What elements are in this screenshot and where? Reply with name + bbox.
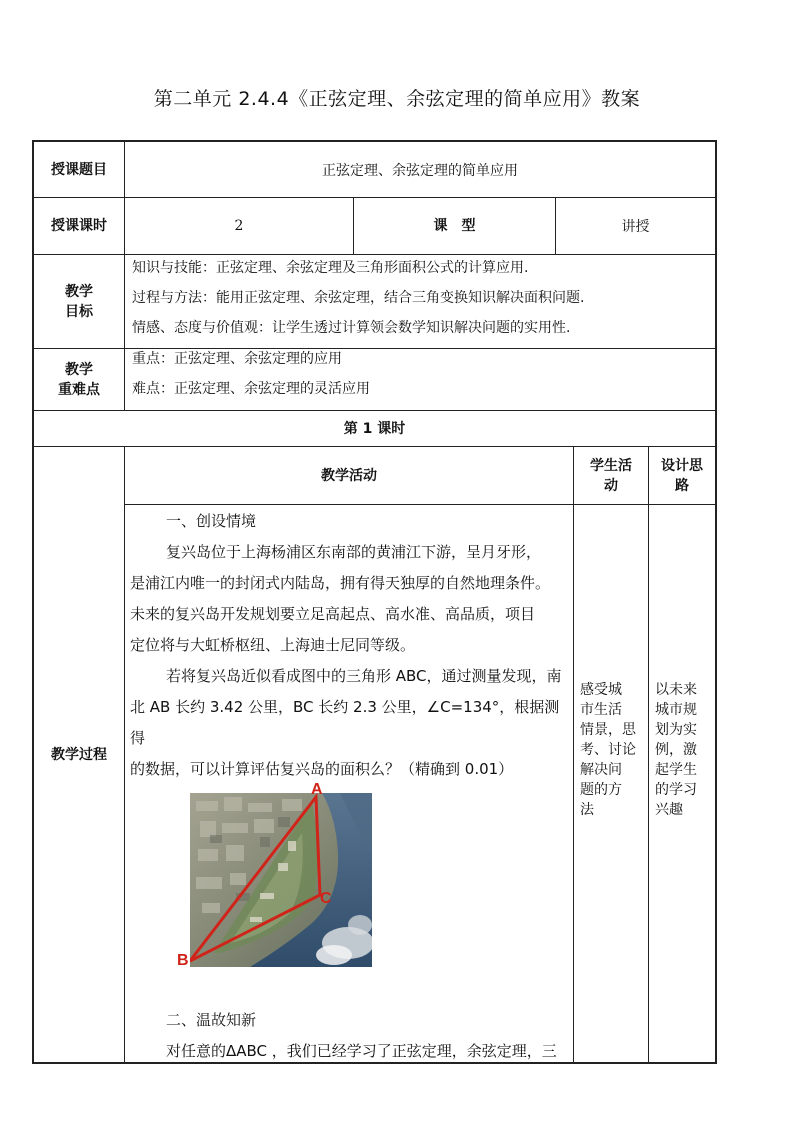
vertex-a-label: A (311, 781, 323, 798)
student-header (574, 447, 648, 504)
paragraph-line: 定位将与大虹桥枢纽、上海迪士尼同等级。 (130, 636, 416, 654)
design-idea-line: 起学生 (655, 762, 697, 778)
section-heading: 一、创设情境 (166, 512, 257, 530)
type-label: 课 型 (433, 218, 476, 234)
page-title: 第二单元 2.4.4《正弦定理、余弦定理的简单应用》教案 (153, 88, 641, 110)
hours-value: 2 (234, 218, 244, 234)
student-activity-line: 感受城 (580, 682, 622, 698)
activity-header: 教学活动 (321, 467, 377, 484)
teaching-goals (132, 253, 712, 346)
student-activity-line: 法 (580, 802, 594, 818)
hours-label: 授课课时 (51, 218, 107, 234)
design-idea-line: 兴趣 (655, 802, 683, 818)
key-points (132, 344, 712, 408)
student-activity-line: 考、讨论 (580, 742, 636, 758)
session-label: 第 1 课时 (343, 420, 406, 437)
design-header-line2: 路 (675, 477, 689, 494)
paragraph-line: 若将复兴岛近似看成图中的三角形 ABC，通过测量发现，南 (166, 667, 562, 685)
paragraph-line: 对任意的ΔABC ，我们已经学习了正弦定理，余弦定理，三 (166, 1042, 557, 1060)
goals-label (34, 255, 124, 348)
design-idea-line: 例，激 (655, 742, 697, 758)
paragraph-line: 北 AB 长约 3.42 公里，BC 长约 2.3 公里，∠C=134°，根据测得 (130, 698, 560, 747)
keypoints-label-line1: 教学 (65, 361, 93, 378)
activity-content (130, 506, 570, 778)
design-idea-line: 的学习 (655, 782, 697, 798)
goal-knowledge: 知识与技能：正弦定理、余弦定理及三角形面积公式的计算应用. (132, 260, 529, 276)
goals-label-line2: 目标 (65, 303, 93, 320)
design-idea-line: 城市规 (655, 702, 697, 718)
goals-label-line1: 教学 (65, 283, 93, 300)
design-header (649, 447, 715, 504)
goal-attitude: 情感、态度与价值观：让学生透过计算领会数学知识解决问题的实用性. (132, 320, 571, 336)
process-label: 教学过程 (51, 746, 107, 763)
keypoints-label (34, 349, 124, 410)
vertex-b-label: B (177, 952, 189, 969)
design-header-line1: 设计思 (661, 457, 703, 474)
student-activity (580, 680, 646, 820)
island-aerial-photo (190, 793, 372, 967)
design-idea (655, 680, 713, 820)
student-header-line1: 学生活 (590, 457, 632, 474)
goal-process: 过程与方法：能用正弦定理、余弦定理，结合三角变换知识解决面积问题. (132, 290, 585, 306)
activity-content-2 (130, 1005, 570, 1065)
paragraph-line: 是浦江内唯一的封闭式内陆岛，拥有得天独厚的自然地理条件。 (130, 574, 551, 592)
design-idea-line: 划为实 (655, 722, 697, 738)
topic-value: 正弦定理、余弦定理的简单应用 (322, 162, 518, 179)
paragraph-line: 的数据，可以计算评估复兴岛的面积么？（精确到 0.01） (130, 760, 514, 778)
section-heading: 二、温故知新 (166, 1011, 257, 1029)
vertex-c-label: C (320, 890, 332, 907)
student-activity-line: 题的方 (580, 782, 622, 798)
paragraph-line: 未来的复兴岛开发规划要立足高起点、高水准、高品质，项目 (130, 605, 536, 623)
student-activity-line: 解决问 (580, 762, 622, 778)
design-idea-line: 以未来 (655, 682, 697, 698)
student-header-line2: 动 (604, 477, 618, 494)
student-activity-line: 市生活 (580, 702, 622, 718)
difficult-point: 难点：正弦定理、余弦定理的灵活应用 (132, 381, 370, 397)
key-point: 重点：正弦定理、余弦定理的应用 (132, 351, 342, 367)
type-value: 讲授 (621, 219, 650, 235)
keypoints-label-line2: 重难点 (58, 381, 100, 398)
student-activity-line: 情景，思 (580, 722, 636, 738)
paragraph-line: 复兴岛位于上海杨浦区东南部的黄浦江下游，呈月牙形， (166, 543, 542, 561)
topic-label: 授课题目 (51, 161, 107, 178)
